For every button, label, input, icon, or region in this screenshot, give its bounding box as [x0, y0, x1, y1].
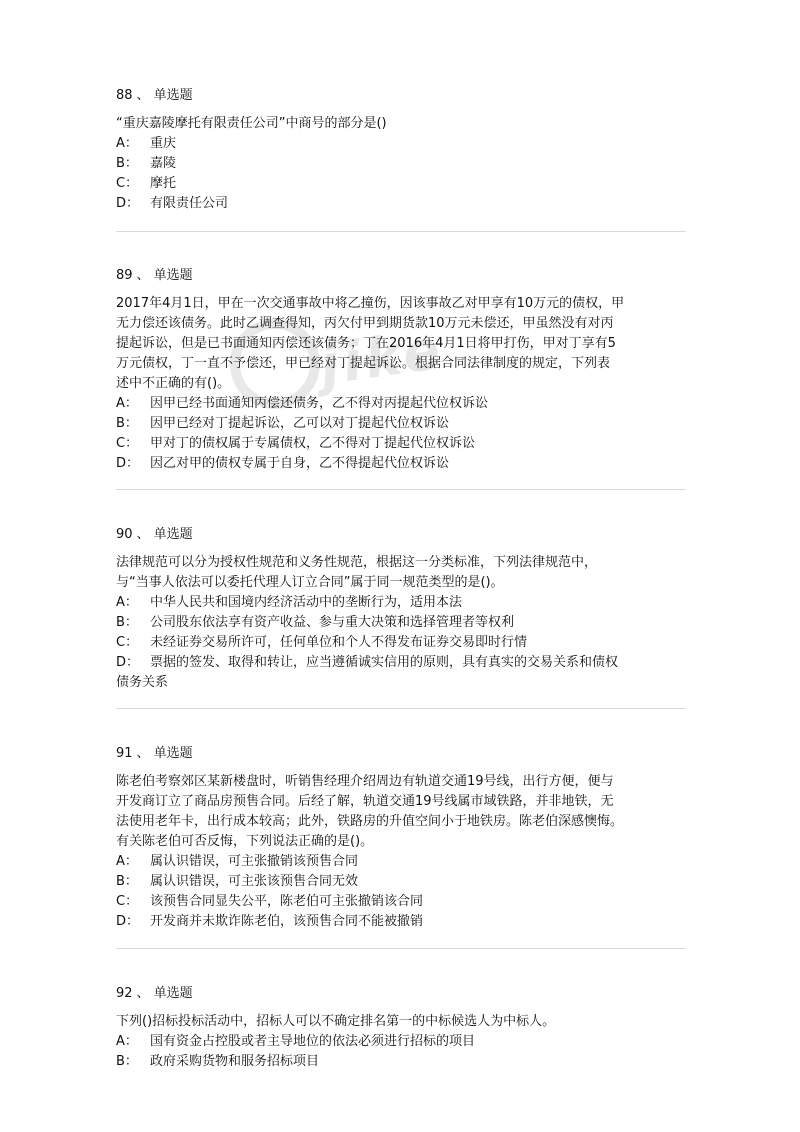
option-c[interactable] [116, 633, 686, 653]
question-stem [116, 772, 686, 852]
question-91 [116, 744, 686, 932]
option-key: A： [116, 854, 138, 869]
stem-line: 法律规范可以分为授权性规范和义务性规范，根据这一分类标准，下列法律规范中， [116, 555, 598, 570]
option-text: 摩托 [150, 176, 177, 191]
question-divider [116, 231, 686, 232]
question-number: 88 [116, 88, 133, 103]
question-header [116, 744, 686, 764]
option-text: 嘉陵 [150, 156, 177, 171]
option-a[interactable] [116, 394, 686, 414]
question-number: 90 [116, 527, 133, 542]
question-number: 91 [116, 746, 133, 761]
option-text: 因乙对甲的债权专属于自身，乙不得提起代位权诉讼 [150, 456, 450, 471]
question-type: 单选题 [153, 746, 193, 761]
option-key: A： [116, 396, 138, 411]
option-b[interactable] [116, 613, 686, 633]
question-separator: 、 [136, 986, 150, 1001]
question-separator: 、 [136, 527, 150, 542]
question-number: 89 [116, 268, 133, 283]
option-key: C： [116, 894, 139, 909]
option-key: B： [116, 1054, 138, 1069]
question-header [116, 266, 686, 286]
option-key: D： [116, 655, 140, 670]
stem-line: 有关陈老伯可否反悔，下列说法正确的是()。 [116, 834, 374, 849]
option-text: 甲对丁的债权属于专属债权，乙不得对丁提起代位权诉讼 [150, 436, 476, 451]
option-text: 属认识错误，可主张该预售合同无效 [150, 874, 359, 889]
option-text: 政府采购货物和服务招标项目 [150, 1054, 320, 1069]
option-b[interactable] [116, 1052, 686, 1072]
question-separator: 、 [136, 746, 150, 761]
option-c[interactable] [116, 434, 686, 454]
question-separator: 、 [136, 88, 150, 103]
option-key: C： [116, 436, 139, 451]
option-text: 因甲已经书面通知丙偿还债务，乙不得对丙提起代位权诉讼 [150, 396, 489, 411]
option-key: D： [116, 456, 140, 471]
option-key: C： [116, 176, 139, 191]
option-text: 有限责任公司 [150, 196, 229, 211]
option-key: A： [116, 1034, 138, 1049]
stem-line: 述中不正确的有()。 [116, 376, 231, 391]
watermark-text: jike [316, 317, 448, 398]
question-divider [116, 489, 686, 490]
question-header [116, 86, 686, 106]
stem-line: 2017年4月1日，甲在一次交通事故中将乙撞伤，因该事故乙对甲享有10万元的债权，甲 [116, 296, 625, 311]
question-stem [116, 114, 686, 134]
option-key: B： [116, 874, 138, 889]
question-92 [116, 984, 686, 1072]
option-b[interactable] [116, 414, 686, 434]
question-divider [116, 708, 686, 709]
option-text: 因甲已经对丁提起诉讼，乙可以对丁提起代位权诉讼 [150, 416, 450, 431]
option-b[interactable] [116, 154, 686, 174]
stem-line: 陈老伯考察郊区某新楼盘时，听销售经理介绍周边有轨道交通19号线，出行方便，便与 [116, 774, 614, 789]
stem-line: 下列()招标投标活动中，招标人可以不确定排名第一的中标候选人为中标人。 [116, 1014, 556, 1029]
question-type: 单选题 [153, 88, 193, 103]
option-d[interactable] [116, 454, 686, 474]
option-text: 重庆 [150, 136, 177, 151]
question-90 [116, 525, 686, 693]
question-88 [116, 86, 686, 214]
stem-line: 无力偿还该债务。此时乙调查得知，丙欠付甲到期货款10万元未偿还，甲虽然没有对丙 [116, 316, 614, 331]
option-key: A： [116, 136, 138, 151]
question-type: 单选题 [153, 268, 193, 283]
question-separator: 、 [136, 268, 150, 283]
option-c[interactable] [116, 174, 686, 194]
stem-line: 万元债权，丁一直不予偿还，甲已经对丁提起诉讼。根据合同法律制度的规定，下列表 [116, 356, 611, 371]
option-key: D： [116, 196, 140, 211]
option-key: B： [116, 615, 138, 630]
option-text: 属认识错误，可主张撤销该预售合同 [150, 854, 359, 869]
option-text: 该预售合同显失公平，陈老伯可主张撤销该合同 [150, 894, 424, 909]
option-b[interactable] [116, 872, 686, 892]
question-type: 单选题 [153, 527, 193, 542]
question-stem [116, 553, 686, 593]
option-key: A： [116, 595, 138, 610]
question-stem [116, 1012, 686, 1032]
stem-line: “重庆嘉陵摩托有限责任公司”中商号的部分是() [116, 116, 387, 131]
option-text: 开发商并未欺诈陈老伯，该预售合同不能被撤销 [150, 914, 424, 929]
option-text: 公司股东依法享有资产收益、参与重大决策和选择管理者等权利 [150, 615, 515, 630]
option-text-continuation: 债务关系 [116, 675, 169, 690]
option-text: 未经证券交易所许可，任何单位和个人不得发布证券交易即时行情 [150, 635, 528, 650]
option-key: B： [116, 156, 138, 171]
option-c[interactable] [116, 892, 686, 912]
question-header [116, 984, 686, 1004]
stem-line: 法使用老年卡，出行成本较高；此外，铁路房的升值空间小于地铁房。陈老伯深感懊悔。 [116, 814, 624, 829]
question-divider [116, 948, 686, 949]
question-89 [116, 266, 686, 474]
option-text: 票据的签发、取得和转让，应当遵循诚实信用的原则，具有真实的交易关系和债权 [150, 655, 619, 670]
option-text: 中华人民共和国境内经济活动中的垄断行为，适用本法 [150, 595, 463, 610]
option-a[interactable] [116, 134, 686, 154]
option-key: D： [116, 914, 140, 929]
option-key: C： [116, 635, 139, 650]
question-type: 单选题 [153, 986, 193, 1001]
question-number: 92 [116, 986, 133, 1001]
option-a[interactable] [116, 1032, 686, 1052]
option-key: B： [116, 416, 138, 431]
option-d[interactable] [116, 194, 686, 214]
question-stem [116, 294, 686, 394]
stem-line: 与“当事人依法可以委托代理人订立合同”属于同一规范类型的是()。 [116, 575, 504, 590]
option-d[interactable] [116, 912, 686, 932]
option-text: 国有资金占控股或者主导地位的依法必须进行招标的项目 [150, 1034, 476, 1049]
stem-line: 提起诉讼，但是已书面通知丙偿还该债务；丁在2016年4月1日将甲打伤，甲对丁享有5 [116, 336, 616, 351]
question-header [116, 525, 686, 545]
option-d[interactable] [116, 653, 686, 673]
option-d-continuation [116, 673, 686, 693]
option-a[interactable] [116, 852, 686, 872]
option-a[interactable] [116, 593, 686, 613]
stem-line: 开发商订立了商品房预售合同。后经了解，轨道交通19号线属市域铁路，并非地铁，无 [116, 794, 614, 809]
